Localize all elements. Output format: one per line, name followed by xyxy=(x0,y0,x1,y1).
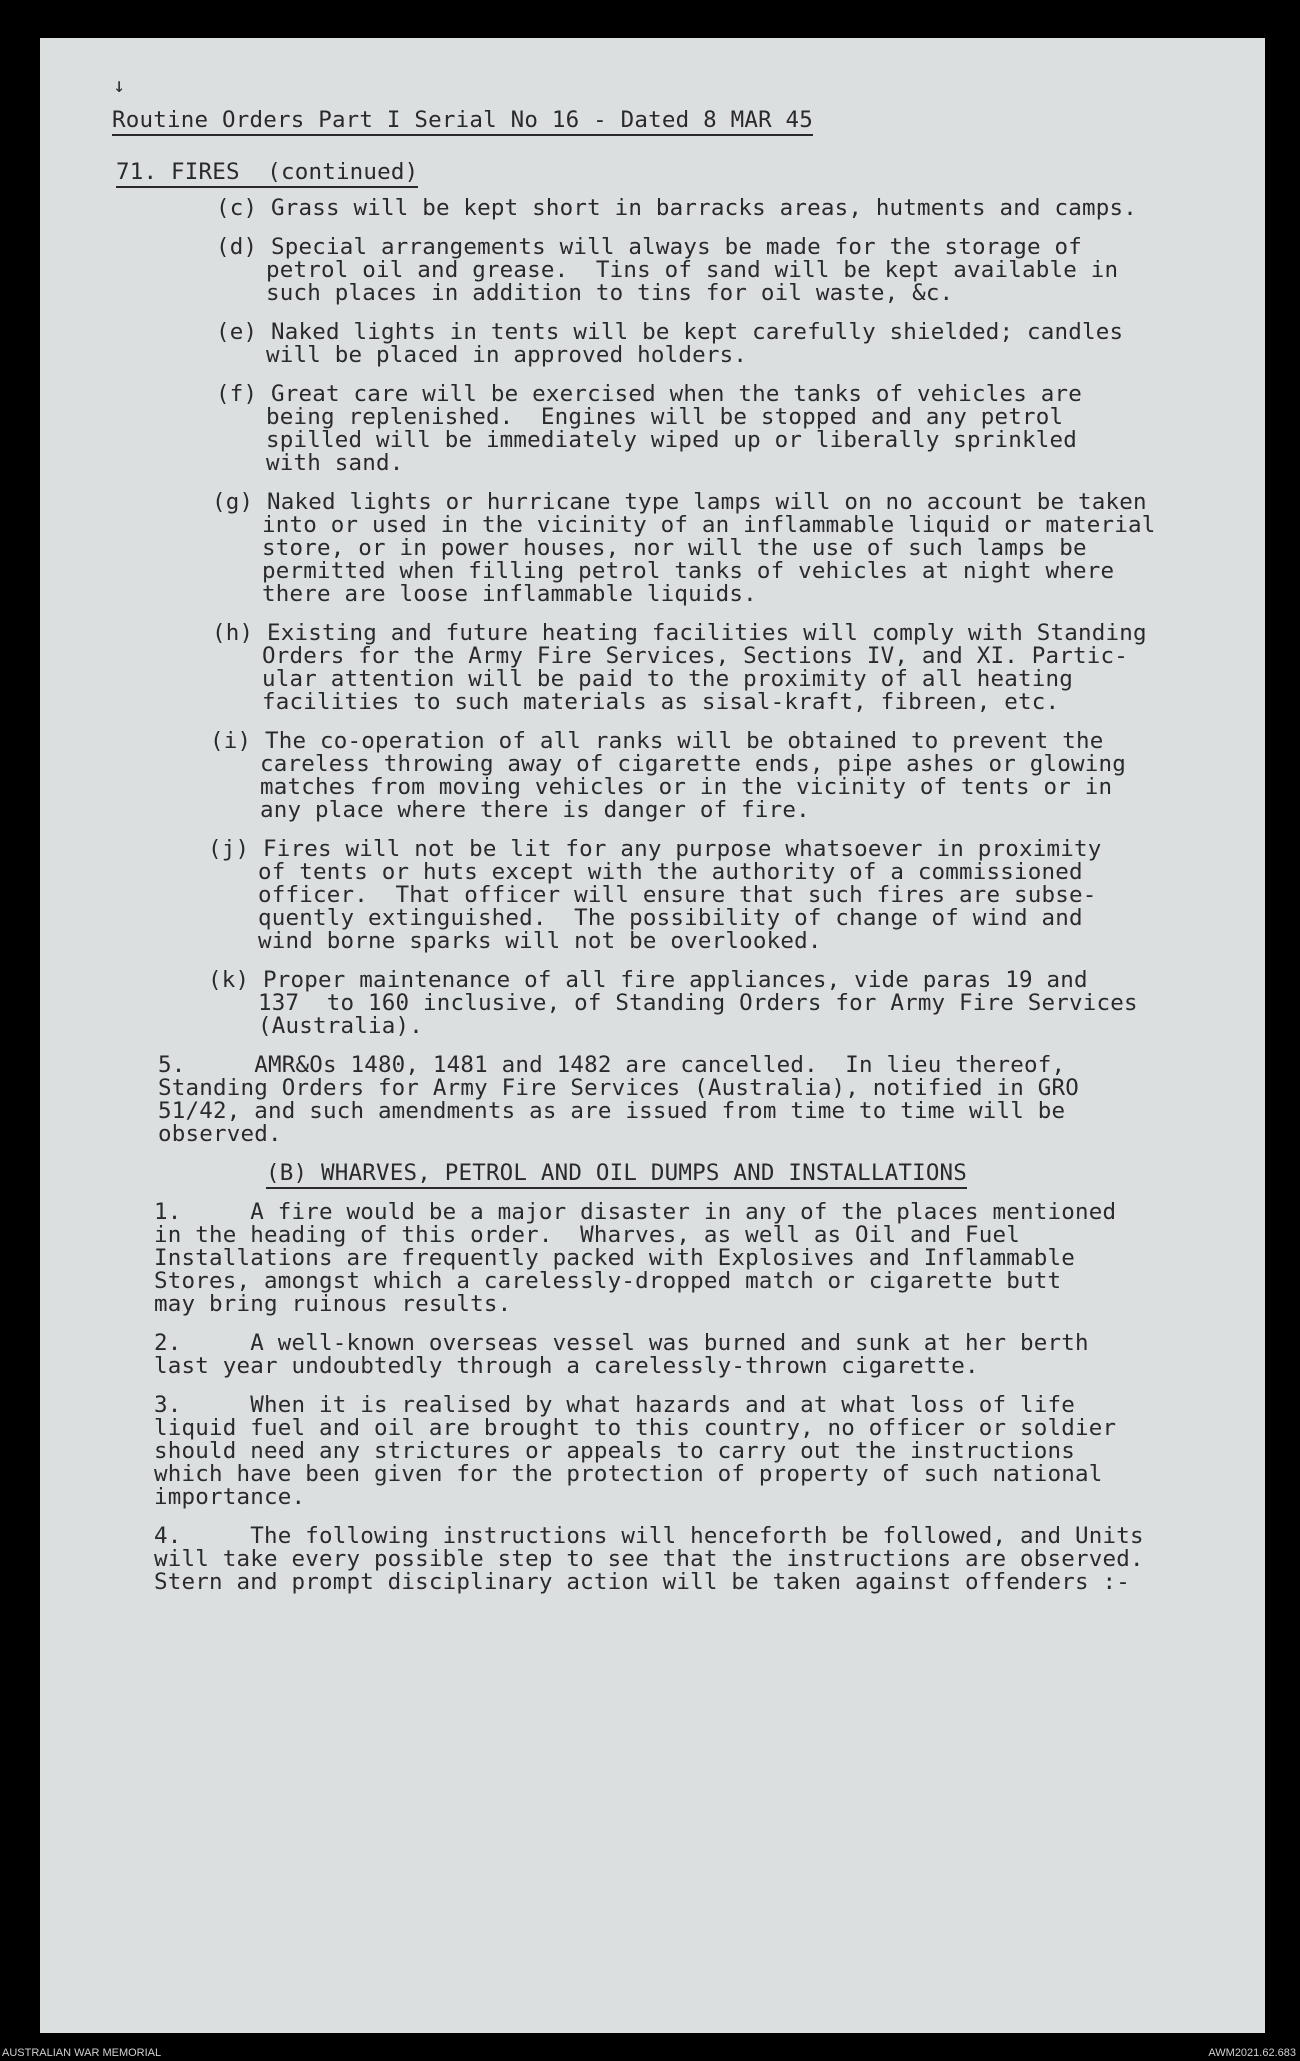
paragraph-line: (g) Naked lights or hurricane type lamps will on no account be taken xyxy=(212,489,1147,515)
paragraph-line: careless throwing away of cigarette ends, pipe ashes or glowing xyxy=(260,751,1127,777)
paragraph-line: (Australia). xyxy=(258,1013,423,1039)
paragraph-line: (d) Special arrangements will always be made for the storage of xyxy=(216,234,1083,260)
paragraph-line: 5. AMR&Os 1480, 1481 and 1482 are cancelled. In lieu thereof, xyxy=(158,1052,1066,1078)
document-page xyxy=(40,38,1265,2033)
paragraph-line: (f) Great care will be exercised when the tanks of vehicles are xyxy=(216,381,1083,407)
paragraph-line: permitted when filling petrol tanks of vehicles at night where xyxy=(262,558,1115,584)
handwritten-mark: ↓ xyxy=(113,73,126,97)
paragraph-line: observed. xyxy=(158,1121,282,1147)
paragraph-line: liquid fuel and oil are brought to this country, no officer or soldier xyxy=(154,1415,1117,1441)
paragraph-line: (c) Grass will be kept short in barracks areas, hutments and camps. xyxy=(216,195,1137,221)
paragraph-line: 51/42, and such amendments as are issued from time to time will be xyxy=(158,1098,1066,1124)
archive-footer xyxy=(0,2046,1300,2061)
paragraph-line: 2. A well-known overseas vessel was burned and sunk at her berth xyxy=(154,1330,1089,1356)
paragraph-line: ular attention will be paid to the proximity of all heating xyxy=(262,666,1074,692)
paragraph-line: there are loose inflammable liquids. xyxy=(262,581,757,607)
paragraph-line: Orders for the Army Fire Services, Sections IV, and XI. Partic- xyxy=(262,643,1129,669)
paragraph-line: Installations are frequently packed with Explosives and Inflammable xyxy=(154,1245,1075,1271)
paragraph-line: Standing Orders for Army Fire Services (Australia), notified in GRO xyxy=(158,1075,1079,1101)
paragraph-line: which have been given for the protection of property of such national xyxy=(154,1461,1103,1487)
paragraph-line: importance. xyxy=(154,1484,306,1510)
subsection-heading: (B) WHARVES, PETROL AND OIL DUMPS AND INSTALLATIONS xyxy=(266,1162,967,1189)
paragraph-line: store, or in power houses, nor will the use of such lamps be xyxy=(262,535,1087,561)
paragraph-line: officer. That officer will ensure that such fires are subse- xyxy=(258,882,1097,908)
paragraph-line: any place where there is danger of fire. xyxy=(260,797,810,823)
paragraph-line: petrol oil and grease. Tins of sand will be kept available in xyxy=(266,257,1119,283)
paragraph-line: wind borne sparks will not be overlooked. xyxy=(258,928,822,954)
paragraph-line: matches from moving vehicles or in the vicinity of tents or in xyxy=(260,774,1113,800)
paragraph-line: such places in addition to tins for oil waste, &c. xyxy=(266,280,954,306)
paragraph-line: 1. A fire would be a major disaster in any of the places mentioned xyxy=(154,1199,1117,1225)
paragraph-line: (i) The co-operation of all ranks will be obtained to prevent the xyxy=(210,728,1104,754)
paragraph-line: 4. The following instructions will henceforth be followed, and Units xyxy=(154,1523,1144,1549)
footer-institution: AUSTRALIAN WAR MEMORIAL xyxy=(2,2047,162,2059)
footer-accession: AWM2021.62.683 xyxy=(1208,2047,1296,2059)
paragraph-line: should need any strictures or appeals to carry out the instructions xyxy=(154,1438,1075,1464)
paragraph-line: Stores, amongst which a carelessly-dropped match or cigarette butt xyxy=(154,1268,1062,1294)
paragraph-line: quently extinguished. The possibility of change of wind and xyxy=(258,905,1083,931)
paragraph-line: being replenished. Engines will be stopped and any petrol xyxy=(266,404,1064,430)
paragraph-line: (e) Naked lights in tents will be kept carefully shielded; candles xyxy=(216,319,1124,345)
paragraph-line: facilities to such materials as sisal-kraft, fibreen, etc. xyxy=(262,689,1060,715)
paragraph-line: in the heading of this order. Wharves, as well as Oil and Fuel xyxy=(154,1222,1021,1248)
document-header: Routine Orders Part I Serial No 16 - Dated 8 MAR 45 xyxy=(112,109,813,136)
paragraph-line: 3. When it is realised by what hazards and at what loss of life xyxy=(154,1392,1075,1418)
paragraph-line: may bring ruinous results. xyxy=(154,1291,512,1317)
paragraph-line: 137 to 160 inclusive, of Standing Orders for Army Fire Services xyxy=(258,990,1138,1016)
paragraph-line: Stern and prompt disciplinary action will be taken against offenders :- xyxy=(154,1569,1130,1595)
paragraph-line: into or used in the vicinity of an inflammable liquid or material xyxy=(262,512,1156,538)
paragraph-line: of tents or huts except with the authority of a commissioned xyxy=(258,859,1083,885)
section-heading: 71. FIRES (continued) xyxy=(116,161,418,188)
paragraph-line: (k) Proper maintenance of all fire appliances, vide paras 19 and xyxy=(208,967,1088,993)
paragraph-line: will take every possible step to see that the instructions are observed. xyxy=(154,1546,1144,1572)
paragraph-line: will be placed in approved holders. xyxy=(266,342,748,368)
paragraph-line: (j) Fires will not be lit for any purpose whatsoever in proximity xyxy=(208,836,1102,862)
paragraph-line: with sand. xyxy=(266,450,404,476)
paragraph-line: spilled will be immediately wiped up or liberally sprinkled xyxy=(266,427,1078,453)
paragraph-line: (h) Existing and future heating facilities will comply with Standing xyxy=(212,620,1147,646)
paragraph-line: last year undoubtedly through a carelessly-thrown cigarette. xyxy=(154,1353,979,1379)
